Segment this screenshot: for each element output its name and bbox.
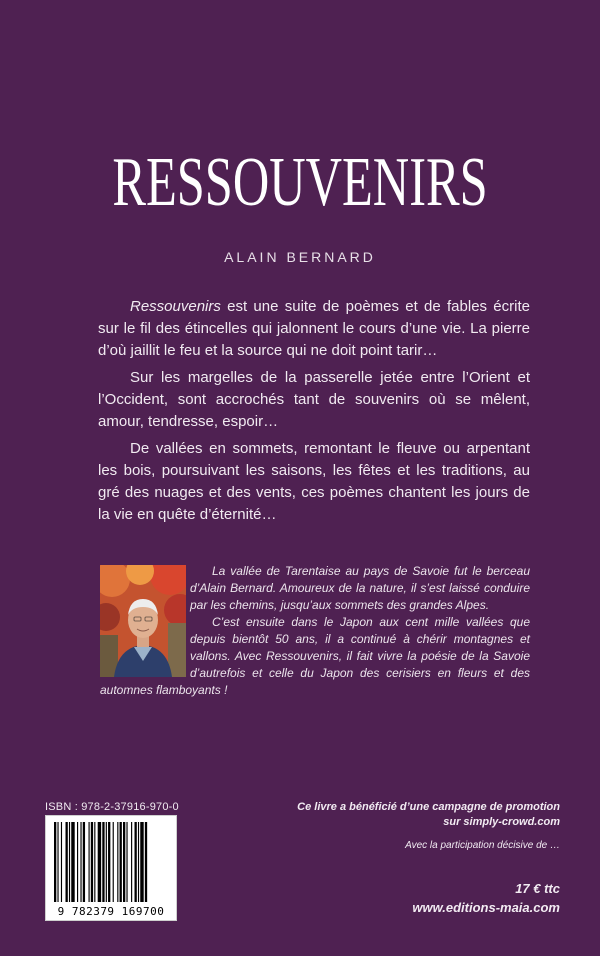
book-title: RESSOUVENIRS <box>112 144 488 221</box>
isbn-label: ISBN : 978-2-37916-970-0 <box>45 801 179 813</box>
blurb-paragraph-1 <box>98 296 530 362</box>
participation-text: Avec la participation décisive de … <box>405 840 560 851</box>
blurb-paragraph-2: Sur les margelles de la passerelle jetée entre l’Orient et l’Occident, sont accrochés tant de souvenirs où se mêlent, amour, tendresse, espoir… <box>98 369 530 430</box>
promo-line-1: Ce livre a bénéficié d’une campagne de promotion <box>297 801 560 813</box>
promo-text <box>270 800 560 830</box>
bio-paragraph-2: C’est ensuite dans le Japon aux cent mille vallées que depuis bientôt 50 ans, il a continué à chérir montagnes et vallons. Avec Ressouvenirs, il fait vivre la poésie de la Savoie d’autrefois et celle du Japon des cerisiers en fleurs et des automnes flamboyants ! <box>100 615 530 697</box>
blurb-title-italic: Ressouvenirs <box>130 298 221 315</box>
blurb-paragraph-1-text: est une suite de poèmes et de fables écrite sur le fil des étincelles qui jalonnent le cours d’une vie. La pierre d’où jaillit le feu et la source qui ne doit point tarir… <box>98 298 530 359</box>
barcode-icon <box>46 816 176 904</box>
barcode-digits: 9 782379 169700 <box>57 905 165 918</box>
publisher-info <box>270 800 560 853</box>
photo-spacer <box>100 563 190 671</box>
author-name: ALAIN BERNARD <box>224 249 376 265</box>
author-bio <box>100 563 530 699</box>
promo-line-2: sur simply-crowd.com <box>443 816 560 828</box>
isbn-barcode <box>45 815 177 921</box>
bio-paragraph-1: La vallée de Tarentaise au pays de Savoie fut le berceau d’Alain Bernard. Amoureux de la nature, il s’est laissé conduire par les chemins, jusqu’aux sommets des grandes Alpes. <box>190 564 530 612</box>
price: 17 € ttc <box>515 881 560 896</box>
back-cover-blurb <box>98 296 530 531</box>
publisher-website: www.editions-maia.com <box>412 900 560 915</box>
blurb-paragraph-3: De vallées en sommets, remontant le fleuve ou arpentant les bois, poursuivant les saisons, les fêtes et les traditions, au gré des nuages et des vents, ces poèmes chantent les jours de la vie en quête d’éternité… <box>98 440 530 523</box>
